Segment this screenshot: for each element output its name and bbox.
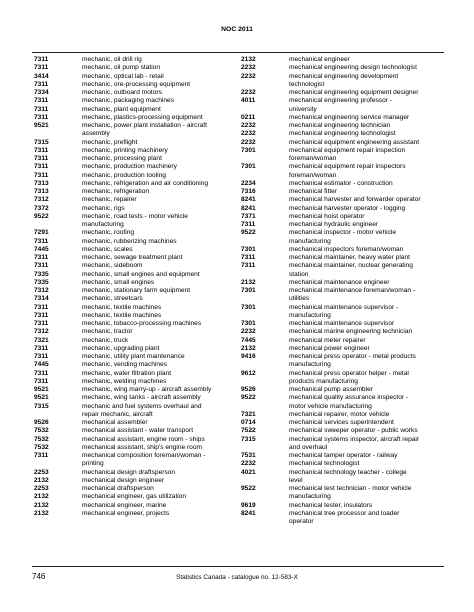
occupation-title: mechanic, outboard motors xyxy=(82,89,162,96)
index-entry xyxy=(241,345,441,353)
index-entry xyxy=(34,254,234,262)
index-entry xyxy=(34,56,234,64)
index-entry xyxy=(241,163,441,180)
noc-code: 7522 xyxy=(241,427,256,435)
noc-code: 7311 xyxy=(34,56,49,63)
index-column-left xyxy=(34,56,234,518)
noc-code: 7312 xyxy=(34,328,49,336)
index-entry xyxy=(34,320,234,328)
index-entry xyxy=(34,477,234,485)
noc-code: 7311 xyxy=(241,262,256,270)
index-entry xyxy=(34,81,234,89)
index-entry xyxy=(241,64,441,72)
noc-code: 7301 xyxy=(241,163,256,171)
occupation-title: mechanical test technician - motor vehicle manufacturing xyxy=(289,485,412,501)
noc-code: 7311 xyxy=(34,377,49,385)
occupation-title: mechanical inspectors foreman/woman xyxy=(289,245,404,253)
noc-code: 7311 xyxy=(34,80,49,88)
noc-code: 7445 xyxy=(34,245,49,253)
noc-code: 9522 xyxy=(34,212,49,220)
noc-code: 7311 xyxy=(34,97,49,105)
index-entry xyxy=(34,493,234,501)
noc-code: 7301 xyxy=(241,146,256,154)
occupation-title: mechanic, optical lab - retail xyxy=(82,72,164,80)
footer-divider xyxy=(32,566,444,567)
occupation-title: mechanic, wing marry-up - aircraft assembly xyxy=(82,386,212,393)
index-entry xyxy=(34,386,234,394)
noc-code: 7371 xyxy=(241,212,256,220)
index-entry xyxy=(34,436,234,444)
index-entry xyxy=(241,304,441,321)
occupation-title: mechanical design draftsperson xyxy=(82,468,176,476)
occupation-title: mechanical equipment repair inspection foreman/woman xyxy=(289,146,406,162)
index-entry xyxy=(34,122,234,139)
noc-code: 7311 xyxy=(34,105,49,113)
index-entry xyxy=(34,213,234,230)
index-entry xyxy=(34,403,234,420)
index-entry xyxy=(34,452,234,469)
occupation-title: mechanic, upgrading plant xyxy=(82,344,160,352)
noc-code: 7445 xyxy=(241,336,256,344)
occupation-title: mechanical draftsperson xyxy=(82,485,154,492)
index-entry xyxy=(34,262,234,270)
index-entry xyxy=(241,419,441,427)
occupation-title: mechanic, production machinery xyxy=(82,163,177,171)
noc-code: 9522 xyxy=(241,485,256,492)
occupation-title: mechanical engineer, gas utilization xyxy=(82,493,187,501)
noc-code: 9521 xyxy=(34,122,49,129)
index-entry xyxy=(34,370,234,378)
index-entry xyxy=(34,155,234,163)
occupation-title: mechanic, wing tanks - aircraft assembly xyxy=(82,394,201,402)
occupation-title: mechanic, scales xyxy=(82,245,133,253)
page-number: 746 xyxy=(32,572,46,581)
occupation-title: mechanical engineering design technologist xyxy=(289,64,417,72)
occupation-title: mechanic, welding machines xyxy=(82,377,167,385)
noc-code: 8241 xyxy=(241,204,256,212)
index-entry xyxy=(34,378,234,386)
noc-code: 2234 xyxy=(241,179,256,187)
noc-code: 2232 xyxy=(241,138,256,146)
noc-code: 7311 xyxy=(34,237,49,245)
index-entry xyxy=(34,287,234,295)
noc-code: 7445 xyxy=(34,361,49,369)
index-entry xyxy=(241,460,441,468)
occupation-title: mechanic, rubberizing machines xyxy=(82,237,177,245)
noc-code: 2232 xyxy=(241,122,256,129)
index-entry xyxy=(241,353,441,370)
noc-code: 7301 xyxy=(241,287,256,294)
occupation-title: mechanic, small engines xyxy=(82,278,155,286)
index-entry xyxy=(34,180,234,188)
index-entry xyxy=(34,172,234,180)
occupation-title: mechanical engineer, projects xyxy=(82,509,170,517)
occupation-title: mechanical technologist xyxy=(289,460,360,468)
occupation-title: mechanic, rigs xyxy=(82,204,125,212)
occupation-title: mechanic, textile machines xyxy=(82,303,162,311)
noc-code: 7301 xyxy=(241,320,256,327)
index-entry xyxy=(241,188,441,196)
occupation-title: mechanic, vending machines xyxy=(82,361,168,369)
index-entry xyxy=(241,320,441,328)
index-entry xyxy=(34,205,234,213)
noc-code: 7313 xyxy=(34,188,49,195)
index-entry xyxy=(241,452,441,460)
noc-code: 7315 xyxy=(34,402,49,410)
index-column-right xyxy=(241,56,441,526)
occupation-title: mechanic, oil drill rig xyxy=(82,56,142,63)
noc-code: 7334 xyxy=(34,89,49,96)
noc-code: 7321 xyxy=(34,336,49,344)
occupation-title: mechanic, small engines and equipment xyxy=(82,270,200,278)
occupation-title: mechanical equipment repair inspectors foreman/woman xyxy=(289,163,406,179)
occupation-title: mechanical engineering service manager xyxy=(289,113,410,121)
occupation-title: mechanic, production tooling xyxy=(82,171,166,179)
index-entry xyxy=(241,370,441,387)
index-entry xyxy=(241,394,441,411)
occupation-title: mechanic, water filtration plant xyxy=(82,369,172,377)
index-entry xyxy=(241,510,441,527)
occupation-title: mechanical meter repairer xyxy=(289,336,366,344)
noc-code: 2132 xyxy=(34,476,49,484)
index-entry xyxy=(241,328,441,336)
noc-code: 9521 xyxy=(34,394,49,402)
noc-code: 2232 xyxy=(241,89,256,96)
index-entry xyxy=(34,163,234,171)
index-entry xyxy=(241,196,441,204)
noc-code: 7531 xyxy=(241,452,256,459)
occupation-title: mechanical engineering development technologist xyxy=(289,72,399,88)
occupation-title: mechanical engineering technologist xyxy=(289,130,396,138)
noc-code: 7311 xyxy=(34,163,49,171)
noc-code: 9521 xyxy=(34,386,49,393)
index-entry xyxy=(34,114,234,122)
noc-code: 2132 xyxy=(34,509,49,517)
noc-code: 7311 xyxy=(34,155,49,162)
noc-code: 2132 xyxy=(34,501,49,509)
occupation-title: mechanical systems inspector, aircraft repair and overhaul xyxy=(289,435,420,451)
occupation-title: mechanic, streetcars xyxy=(82,295,143,303)
noc-code: 7311 xyxy=(34,171,49,179)
index-entry xyxy=(241,386,441,394)
occupation-title: mechanical engineer, marine xyxy=(82,501,167,509)
noc-code: 0211 xyxy=(241,113,256,121)
noc-code: 7311 xyxy=(34,320,49,327)
noc-code: 7372 xyxy=(34,204,49,212)
noc-code: 7321 xyxy=(241,410,256,418)
occupation-title: mechanical maintainer, nuclear generating station xyxy=(289,262,413,278)
index-entry xyxy=(34,444,234,452)
occupation-title: mechanic and fuel systems overhaul and repair mechanic, aircraft xyxy=(82,402,202,418)
index-entry xyxy=(34,328,234,336)
noc-code: 2232 xyxy=(241,328,256,336)
noc-code: 7315 xyxy=(241,435,256,443)
occupation-title: mechanic, refrigeration xyxy=(82,188,150,195)
occupation-title: mechanic, stationary farm equipment xyxy=(82,287,191,294)
index-entry xyxy=(241,56,441,64)
occupation-title: mechanical engineering technician xyxy=(289,122,391,129)
index-entry xyxy=(241,114,441,122)
index-entry xyxy=(241,205,441,213)
occupation-title: mechanical hoist operator xyxy=(289,212,365,220)
index-entry xyxy=(241,436,441,453)
occupation-title: mechanic, ore-processing equipment xyxy=(82,80,191,88)
occupation-title: mechanical assistant - water transport xyxy=(82,427,194,435)
occupation-title: mechanic, roofing xyxy=(82,229,135,237)
noc-code: 7311 xyxy=(34,146,49,154)
index-entry xyxy=(34,427,234,435)
noc-code: 9612 xyxy=(241,369,256,377)
occupation-title: mechanical assembler xyxy=(82,419,148,426)
index-entry xyxy=(34,345,234,353)
index-entry xyxy=(241,485,441,502)
index-entry xyxy=(34,147,234,155)
index-entry xyxy=(34,238,234,246)
index-entry xyxy=(34,295,234,303)
noc-code: 2253 xyxy=(34,485,49,492)
occupation-title: mechanical maintenance engineer xyxy=(289,278,390,286)
noc-code: 2232 xyxy=(241,72,256,80)
index-entry xyxy=(34,229,234,237)
occupation-title: mechanic, printing machinery xyxy=(82,146,168,154)
occupation-title: mechanical press operator - metal products manufacturing xyxy=(289,353,416,369)
noc-code: 9522 xyxy=(241,229,256,237)
noc-code: 7301 xyxy=(241,245,256,253)
occupation-title: mechanical inspector - motor vehicle manufacturing xyxy=(289,229,397,245)
occupation-title: mechanical tree processor and loader operator xyxy=(289,509,400,525)
index-entry xyxy=(241,411,441,419)
index-entry xyxy=(34,106,234,114)
index-entry xyxy=(34,469,234,477)
occupation-title: mechanical maintenance supervisor xyxy=(289,320,395,327)
noc-code: 0714 xyxy=(241,419,256,426)
index-entry xyxy=(34,64,234,72)
index-entry xyxy=(34,485,234,493)
index-entry xyxy=(241,221,441,229)
occupation-title: mechanical marine engineering technician xyxy=(289,328,413,336)
index-entry xyxy=(34,361,234,369)
noc-code: 7311 xyxy=(241,221,256,228)
index-entry xyxy=(241,73,441,90)
index-entry xyxy=(34,304,234,312)
index-entry xyxy=(241,213,441,221)
occupation-title: mechanical hydraulic engineer xyxy=(289,221,379,228)
noc-code: 7532 xyxy=(34,443,49,451)
publisher-line: Statistics Canada - catalogue no. 12-583-X xyxy=(176,574,298,581)
occupation-title: mechanic, truck xyxy=(82,336,129,344)
occupation-title: mechanic, sideboom xyxy=(82,262,143,270)
noc-code: 7313 xyxy=(34,179,49,187)
occupation-title: mechanic, processing plant xyxy=(82,155,162,162)
occupation-title: mechanic, plastics-processing equipment xyxy=(82,113,203,121)
index-entry xyxy=(34,188,234,196)
index-entry xyxy=(241,254,441,262)
occupation-title: mechanic, preflight xyxy=(82,138,138,146)
index-entry xyxy=(241,229,441,246)
noc-code: 7301 xyxy=(241,303,256,311)
index-entry xyxy=(34,394,234,402)
noc-code: 7311 xyxy=(241,254,256,261)
occupation-title: mechanical design engineer xyxy=(82,476,165,484)
occupation-title: mechanic, oil pump station xyxy=(82,64,161,72)
occupation-title: mechanical maintenance foreman/woman - utilities xyxy=(289,287,416,303)
noc-code: 2132 xyxy=(241,278,256,286)
occupation-title: mechanical tester, insulators xyxy=(289,501,373,509)
occupation-title: mechanical assistant, engine room - ships xyxy=(82,435,205,443)
index-entry xyxy=(34,97,234,105)
index-entry xyxy=(241,180,441,188)
noc-code: 7316 xyxy=(241,188,256,195)
index-entry xyxy=(34,89,234,97)
index-entry xyxy=(241,246,441,254)
index-entry xyxy=(34,502,234,510)
noc-code: 7314 xyxy=(34,295,49,303)
noc-code: 9522 xyxy=(241,394,256,402)
header-divider xyxy=(32,52,444,53)
noc-code: 7335 xyxy=(34,278,49,286)
occupation-title: mechanical press operator helper - metal products manufacturing xyxy=(289,369,409,385)
noc-code: 7311 xyxy=(34,311,49,319)
occupation-title: mechanic, tractor xyxy=(82,328,133,336)
index-entry xyxy=(34,246,234,254)
noc-code: 2232 xyxy=(241,64,256,72)
noc-code: 4021 xyxy=(241,468,256,476)
noc-code: 7312 xyxy=(34,287,49,294)
occupation-title: mechanical maintainer, heavy water plant xyxy=(289,254,410,261)
noc-code: 7532 xyxy=(34,427,49,435)
occupation-title: mechanical repairer, motor vehicle xyxy=(289,410,390,418)
noc-code: 4011 xyxy=(241,97,256,105)
noc-code: 2253 xyxy=(34,468,49,476)
index-entry xyxy=(241,427,441,435)
noc-code: 7311 xyxy=(34,64,49,72)
occupation-title: mechanical maintenance supervisor - manufacturing xyxy=(289,303,399,319)
occupation-title: mechanic, repairer xyxy=(82,196,137,204)
noc-code: 7311 xyxy=(34,353,49,360)
occupation-title: mechanic, plant equipment xyxy=(82,105,161,113)
noc-code: 3414 xyxy=(34,72,49,80)
noc-code: 8241 xyxy=(241,196,256,204)
noc-code: 7311 xyxy=(34,262,49,270)
occupation-title: mechanical estimator - construction xyxy=(289,179,393,187)
noc-code: 9526 xyxy=(34,419,49,426)
index-entry xyxy=(34,510,234,518)
noc-code: 8241 xyxy=(241,509,256,517)
index-entry xyxy=(241,89,441,97)
occupation-title: mechanic, refrigeration and air conditioning xyxy=(82,179,209,187)
occupation-title: mechanic, sewage treatment plant xyxy=(82,254,183,261)
noc-code: 7335 xyxy=(34,270,49,278)
index-entry xyxy=(34,73,234,81)
occupation-title: mechanic, packaging machines xyxy=(82,97,174,105)
occupation-title: mechanical engineering equipment designer xyxy=(289,89,419,96)
index-entry xyxy=(34,271,234,279)
occupation-title: mechanical sweeper operator - public works xyxy=(289,427,418,435)
noc-code: 7311 xyxy=(34,113,49,121)
noc-code: 7311 xyxy=(34,254,49,261)
occupation-title: mechanic, textile machines xyxy=(82,311,162,319)
index-entry xyxy=(241,337,441,345)
index-entry xyxy=(34,337,234,345)
noc-code: 7311 xyxy=(34,344,49,352)
occupation-title: mechanical fitter xyxy=(289,188,338,195)
index-entry xyxy=(241,97,441,114)
noc-code: 7311 xyxy=(34,303,49,311)
occupation-title: mechanic, tobacco-processing machines xyxy=(82,320,202,327)
index-entry xyxy=(34,312,234,320)
occupation-title: mechanic, utility plant maintenance xyxy=(82,353,185,360)
noc-code: 2232 xyxy=(241,460,256,468)
noc-code: 9526 xyxy=(241,386,256,393)
index-entry xyxy=(241,130,441,138)
occupation-title: mechanic, road tests - motor vehicle manufacturing xyxy=(82,212,188,228)
noc-code: 2132 xyxy=(241,56,256,63)
noc-code: 7311 xyxy=(34,452,49,459)
index-entry xyxy=(241,502,441,510)
index-entry xyxy=(241,262,441,279)
noc-code: 7291 xyxy=(34,229,49,237)
occupation-title: mechanical tamper operator - railway xyxy=(289,452,398,459)
occupation-title: mechanical power engineer xyxy=(289,344,370,352)
occupation-title: mechanical engineering professor - university xyxy=(289,97,392,113)
noc-code: 2232 xyxy=(241,130,256,138)
occupation-title: mechanical harvester and forwarder operator xyxy=(289,196,421,204)
index-entry xyxy=(241,469,441,486)
occupation-title: mechanical composition foreman/woman - printing xyxy=(82,452,206,468)
index-entry xyxy=(34,196,234,204)
index-entry xyxy=(241,147,441,164)
noc-code: 7312 xyxy=(34,196,49,204)
index-entry xyxy=(241,122,441,130)
occupation-title: mechanical quality assurance inspector - motor vehicle manufacturing xyxy=(289,394,409,410)
noc-code: 9416 xyxy=(241,353,256,360)
index-entry xyxy=(241,287,441,304)
noc-code: 2132 xyxy=(34,493,49,501)
index-entry xyxy=(34,353,234,361)
noc-code: 2132 xyxy=(241,344,256,352)
occupation-title: mechanical pump assembler xyxy=(289,386,373,393)
noc-code: 7532 xyxy=(34,435,49,443)
occupation-title: mechanic, power plant installation - aircraft assembly xyxy=(82,122,207,138)
index-entry xyxy=(241,139,441,147)
noc-code: 7311 xyxy=(34,369,49,377)
occupation-title: mechanical assistant, ship's engine room xyxy=(82,443,203,451)
index-entry xyxy=(34,139,234,147)
noc-code: 9619 xyxy=(241,501,256,509)
index-entry xyxy=(241,279,441,287)
index-entry xyxy=(34,279,234,287)
page-header-title: NOC 2011 xyxy=(221,26,253,33)
occupation-title: mechanical services superintendent xyxy=(289,419,394,426)
index-entry xyxy=(34,419,234,427)
occupation-title: mechanical harvester operator - logging xyxy=(289,204,406,212)
noc-code: 7315 xyxy=(34,138,49,146)
occupation-title: mechanical equipment engineering assistant xyxy=(289,138,420,146)
occupation-title: mechanical technology teacher - college level xyxy=(289,468,407,484)
occupation-title: mechanical engineer xyxy=(289,56,350,63)
